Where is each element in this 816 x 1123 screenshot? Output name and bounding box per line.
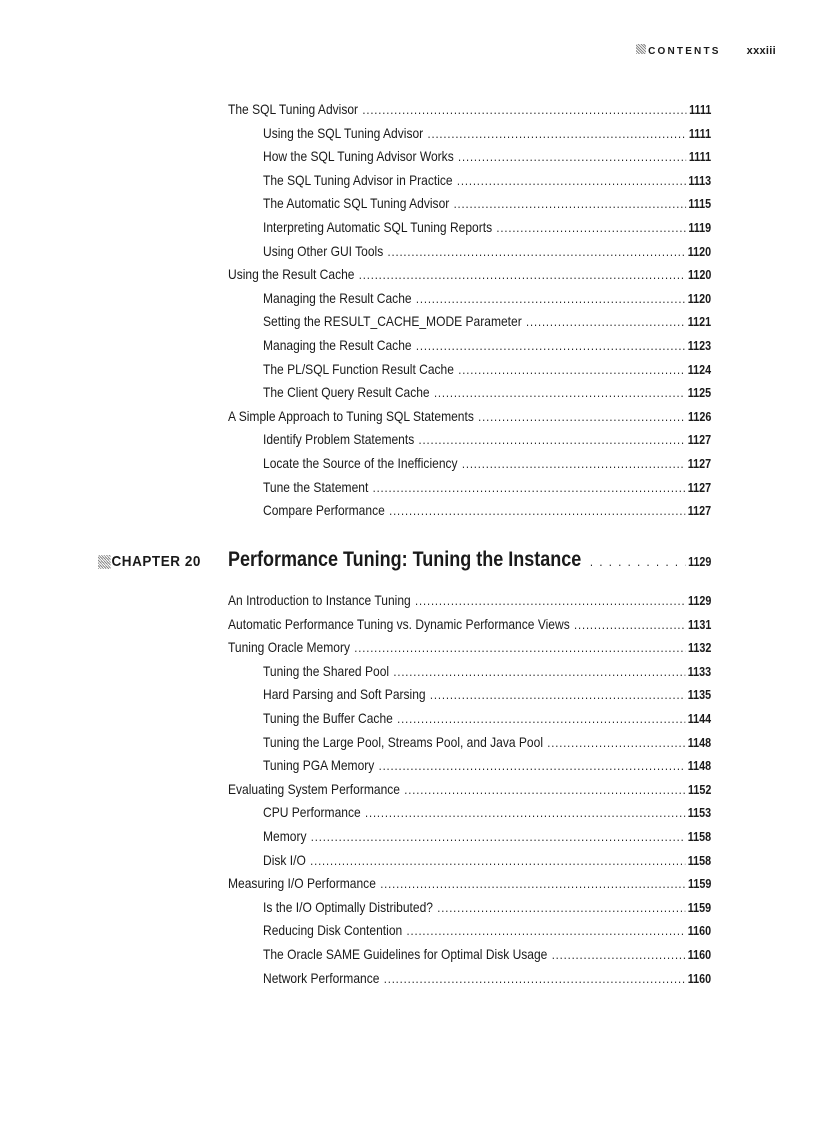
toc-entry[interactable] [263, 288, 711, 308]
toc-entry-page: 1159 [687, 877, 712, 892]
toc-entry-page: 1125 [687, 386, 712, 401]
toc-entry-page: 1127 [687, 433, 712, 448]
toc-entry-title: Tune the Statement [263, 478, 369, 495]
toc-entry-page: 1126 [687, 409, 712, 424]
toc-entry[interactable] [263, 311, 711, 331]
dot-leader [311, 827, 685, 847]
toc-entry-title: Evaluating System Performance [228, 780, 400, 797]
toc-entry-page: 1153 [687, 806, 712, 821]
toc-entry[interactable] [228, 779, 711, 799]
toc-entry-title: Disk I/O [263, 851, 306, 868]
dot-leader [462, 454, 685, 474]
chapter-label-text: CHAPTER 20 [111, 553, 201, 570]
toc-entry[interactable] [228, 264, 711, 284]
dot-leader [526, 312, 685, 332]
toc-entry[interactable] [263, 684, 711, 704]
dot-leader [457, 171, 686, 191]
toc-entry-title: Tuning the Shared Pool [263, 662, 390, 679]
toc-entry-page: 1158 [687, 853, 712, 868]
toc-entry[interactable] [263, 826, 711, 846]
toc-entry-page: 1123 [687, 339, 712, 353]
toc-entry[interactable] [228, 590, 711, 610]
toc-entry-page: 1148 [687, 759, 712, 774]
toc-entry-title: Using the SQL Tuning Advisor [263, 124, 424, 141]
toc-entry-page: 1160 [687, 924, 712, 939]
toc-entry-page: 1159 [687, 900, 712, 915]
toc-entry-title: The Automatic SQL Tuning Advisor [263, 195, 450, 212]
toc-entry-title: An Introduction to Instance Tuning [228, 592, 411, 608]
dot-leader [458, 360, 685, 380]
toc-entry-page: 1158 [687, 830, 712, 844]
dot-leader [552, 945, 685, 965]
dot-leader [393, 662, 685, 682]
dot-leader [590, 554, 686, 569]
dot-leader [397, 709, 685, 729]
toc-entry-title: Managing the Result Cache [263, 337, 412, 353]
toc-entry-title: The Client Query Result Cache [263, 384, 430, 401]
toc-entry[interactable] [263, 708, 711, 728]
dot-leader [380, 874, 685, 894]
dot-leader [362, 100, 686, 120]
toc-entry[interactable] [263, 146, 711, 166]
dot-leader [365, 803, 685, 823]
toc-entry-page: 1127 [687, 504, 712, 519]
dot-leader [310, 851, 685, 871]
toc-entry[interactable] [263, 732, 711, 752]
dot-leader [388, 242, 686, 262]
toc-entry[interactable] [263, 170, 711, 190]
dot-leader [359, 265, 686, 285]
dot-leader [427, 124, 686, 144]
toc-entry-page: 1111 [688, 150, 712, 165]
toc-entry-page: 1113 [688, 173, 712, 188]
dot-leader [434, 383, 685, 403]
toc-entry-page: 1152 [687, 782, 712, 797]
toc-entry-title: Tuning PGA Memory [263, 757, 375, 774]
page-number: xxxiii [746, 45, 776, 57]
dot-leader [437, 898, 685, 918]
toc-entry[interactable] [263, 802, 711, 822]
toc-entry[interactable] [263, 661, 711, 681]
toc-entry-title: CPU Performance [263, 804, 361, 821]
toc-entry[interactable] [228, 99, 711, 119]
chapter-title: Performance Tuning: Tuning the Instance [228, 548, 582, 571]
toc-entry[interactable] [263, 123, 711, 143]
dot-leader [354, 638, 685, 658]
toc-entry-title: Network Performance [263, 969, 380, 986]
toc-entry-page: 1111 [689, 103, 712, 117]
chapter-heading[interactable] [228, 548, 711, 576]
running-head-text: CONTENTS [648, 46, 721, 57]
toc-entry-title: Setting the RESULT_CACHE_MODE Parameter [263, 313, 522, 330]
toc-entry-page: 1111 [688, 126, 712, 141]
toc-entry-page: 1115 [688, 197, 712, 212]
toc-entry-title: Tuning the Large Pool, Streams Pool, and Java Pool [263, 733, 543, 750]
toc-entry-page: 1119 [688, 221, 712, 235]
toc-entry[interactable] [228, 614, 711, 634]
toc-entry[interactable] [263, 944, 711, 964]
toc-entry-page: 1127 [687, 457, 712, 471]
dot-leader [389, 501, 685, 521]
toc-entry-page: 1120 [687, 244, 712, 259]
toc-entry-page: 1160 [687, 971, 712, 986]
toc-entry-page: 1129 [687, 594, 712, 608]
dot-leader [430, 685, 685, 705]
toc-entry-page: 1135 [687, 688, 712, 703]
section-marker-icon [636, 44, 646, 54]
toc-entry[interactable] [228, 406, 711, 426]
chapter-marker-icon [98, 555, 111, 569]
toc-entry[interactable] [263, 429, 711, 449]
dot-leader [496, 218, 685, 238]
toc-entry[interactable] [263, 382, 711, 402]
toc-entry-page: 1121 [687, 315, 712, 330]
toc-entry-title: Using the Result Cache [228, 266, 355, 283]
toc-entry-title: Identify Problem Statements [263, 431, 415, 448]
dot-leader [404, 780, 685, 800]
chapter-label [98, 553, 201, 570]
toc-entry[interactable] [228, 873, 711, 893]
toc-entry-title: The SQL Tuning Advisor in Practice [263, 171, 453, 188]
dot-leader [373, 478, 686, 498]
toc-entry[interactable] [263, 359, 711, 379]
toc-entry[interactable] [228, 637, 711, 657]
toc-entry[interactable] [263, 755, 711, 775]
dot-leader [547, 733, 685, 753]
dot-leader [416, 289, 685, 309]
page-header [636, 44, 776, 57]
toc-entry-page: 1133 [687, 664, 712, 679]
toc-entry-title: Locate the Source of the Inefficiency [263, 455, 458, 471]
chapter-page-number: 1129 [688, 555, 712, 569]
toc-entry-title: Measuring I/O Performance [228, 875, 376, 892]
toc-entry-title: Managing the Result Cache [263, 289, 412, 306]
toc-entry-page: 1124 [687, 362, 712, 377]
toc-entry-page: 1148 [687, 735, 712, 750]
toc-entry[interactable] [263, 477, 711, 497]
toc-entry-page: 1144 [687, 712, 712, 726]
toc-entry-title: How the SQL Tuning Advisor Works [263, 148, 454, 165]
toc-entry-title: Is the I/O Optimally Distributed? [263, 898, 433, 915]
toc-entry-page: 1127 [687, 480, 712, 495]
toc-entry-title: Automatic Performance Tuning vs. Dynamic Performance Views [228, 615, 570, 632]
toc-entry-title: Reducing Disk Contention [263, 922, 403, 939]
dot-leader [458, 147, 686, 167]
toc-entry-title: The SQL Tuning Advisor [228, 101, 359, 117]
toc-entry[interactable] [263, 335, 711, 355]
toc-entry-title: Tuning Oracle Memory [228, 639, 350, 656]
dot-leader [407, 921, 686, 941]
dot-leader [574, 615, 685, 635]
toc-entry[interactable] [263, 500, 711, 520]
toc-entry-page: 1131 [687, 617, 712, 632]
toc-entry[interactable] [263, 453, 711, 473]
dot-leader [454, 194, 686, 214]
toc-entry-title: The Oracle SAME Guidelines for Optimal Disk Usage [263, 946, 548, 962]
toc-entry[interactable] [263, 968, 711, 988]
toc-entry-title: A Simple Approach to Tuning SQL Statements [228, 407, 474, 424]
toc-entry-title: Memory [263, 828, 307, 844]
dot-leader [478, 407, 685, 427]
toc-entry[interactable] [263, 241, 711, 261]
toc-entry[interactable] [263, 217, 711, 237]
toc-entry-page: 1120 [687, 291, 712, 306]
running-head [636, 44, 721, 57]
dot-leader [416, 336, 685, 356]
dot-leader [419, 430, 686, 450]
toc-entry-title: The PL/SQL Function Result Cache [263, 360, 454, 377]
dot-leader [379, 756, 686, 776]
toc-entry-title: Using Other GUI Tools [263, 242, 384, 259]
toc-entry[interactable] [263, 850, 711, 870]
dot-leader [384, 969, 685, 989]
toc-entry[interactable] [263, 193, 711, 213]
dot-leader [415, 591, 685, 611]
toc-entry-title: Interpreting Automatic SQL Tuning Reports [263, 219, 493, 235]
toc-entry-page: 1160 [687, 948, 712, 962]
toc-entry-page: 1132 [687, 641, 712, 656]
toc-entry-title: Hard Parsing and Soft Parsing [263, 686, 426, 703]
toc-entry[interactable] [263, 920, 711, 940]
toc-entry-title: Compare Performance [263, 502, 385, 519]
toc-entry[interactable] [263, 897, 711, 917]
toc-entry-page: 1120 [687, 268, 712, 283]
toc-entry-title: Tuning the Buffer Cache [263, 710, 393, 726]
